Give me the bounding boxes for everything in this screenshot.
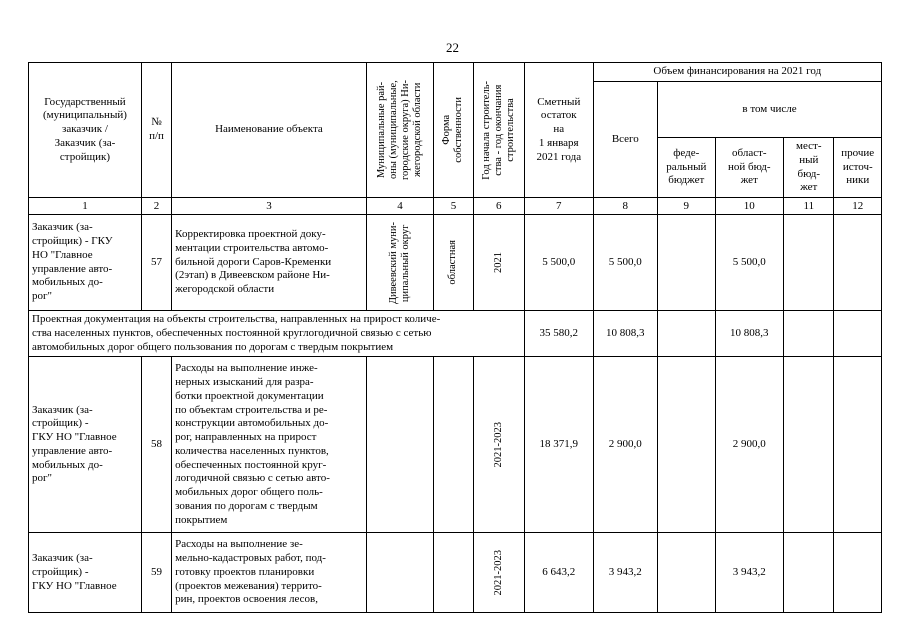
local-cell	[784, 533, 834, 613]
header-customer: Государственный (муниципальный) заказчик / Заказчик (за- стройщик)	[29, 63, 142, 198]
regional-cell: 5 500,0	[715, 215, 784, 311]
header-years	[473, 63, 524, 198]
ownership-cell	[434, 357, 473, 533]
object-name-cell: Расходы на выполнение зе- мельно-кадастровых работ, под- готовку проектов планировки (проектов межевания) террито- рин, проектов освоения лесов,	[172, 533, 367, 613]
other-cell	[834, 311, 882, 357]
customer-cell: Заказчик (за- стройщик) - ГКУ НО "Главное	[29, 533, 142, 613]
years-text: 2021-2023	[492, 550, 504, 596]
column-number: 9	[658, 198, 715, 215]
header-municipal	[366, 63, 434, 198]
column-number: 3	[172, 198, 367, 215]
header-total: Всего	[593, 81, 658, 197]
regional-cell: 3 943,2	[715, 533, 784, 613]
total-cell: 2 900,0	[593, 357, 658, 533]
row-number-cell: 58	[141, 357, 171, 533]
header-regional: област- ной бюд- жет	[715, 138, 784, 198]
column-number: 12	[834, 198, 882, 215]
municipal-cell	[366, 357, 434, 533]
federal-cell	[658, 533, 715, 613]
header-object-name: Наименование объекта	[172, 63, 367, 198]
municipal-cell	[366, 533, 434, 613]
years-cell	[473, 357, 524, 533]
local-cell	[784, 311, 834, 357]
estimate-cell: 18 371,9	[525, 357, 594, 533]
page-number: 22	[446, 40, 459, 55]
customer-cell: Заказчик (за- стройщик) - ГКУ НО "Главное управление авто- мобильных до- рог"	[29, 215, 142, 311]
header-ownership	[434, 63, 473, 198]
total-cell: 10 808,3	[593, 311, 658, 357]
ownership-cell	[434, 215, 473, 311]
regional-cell: 2 900,0	[715, 357, 784, 533]
object-name-cell: Корректировка проектной доку- ментации строительства автомо- бильной дороги Саров-Кременки (2этап) в Дивеевском районе Ни- жегородской области	[172, 215, 367, 311]
column-number: 10	[715, 198, 784, 215]
estimate-cell: 35 580,2	[525, 311, 594, 357]
ownership-cell	[434, 533, 473, 613]
federal-cell	[658, 215, 715, 311]
local-cell	[784, 215, 834, 311]
total-cell: 5 500,0	[593, 215, 658, 311]
header-including: в том числе	[658, 81, 882, 137]
column-number: 7	[525, 198, 594, 215]
years-cell	[473, 215, 524, 311]
other-cell	[834, 357, 882, 533]
header-estimate: Сметный остаток на 1 января 2021 года	[525, 63, 594, 198]
column-number-row	[29, 198, 882, 215]
estimate-cell: 5 500,0	[525, 215, 594, 311]
table-row	[29, 533, 882, 613]
federal-cell	[658, 311, 715, 357]
customer-cell: Заказчик (за- стройщик) - ГКУ НО "Главное управление авто- мобильных до- рог"	[29, 357, 142, 533]
ownership-text: областная	[447, 240, 459, 285]
column-number: 5	[434, 198, 473, 215]
header-other: прочие источ- ники	[834, 138, 882, 198]
section-title-cell: Проектная документация на объекты строительства, направленных на прирост количе- ства населенных пунктов, обеспеченных постоянной круглогодичной связью с сетью автомобильных дорог общего пользования по дорогам с твердым покрытием	[29, 311, 525, 357]
column-number: 2	[141, 198, 171, 215]
header-number: № п/п	[141, 63, 171, 198]
header-municipal-text: Муниципальные рай- оны (муниципальные, городские округа) Ни- жегородской области	[375, 79, 424, 180]
column-number: 4	[366, 198, 434, 215]
local-cell	[784, 357, 834, 533]
federal-cell	[658, 357, 715, 533]
column-number: 6	[473, 198, 524, 215]
column-number: 11	[784, 198, 834, 215]
municipal-cell	[366, 215, 434, 311]
other-cell	[834, 215, 882, 311]
column-number: 1	[29, 198, 142, 215]
row-number-cell: 57	[141, 215, 171, 311]
years-text: 2021-2023	[492, 422, 504, 468]
header-years-text: Год начала строитель- ства - год окончания строительства	[480, 80, 516, 180]
header-funding: Объем финансирования на 2021 год	[593, 63, 881, 82]
row-number-cell: 59	[141, 533, 171, 613]
other-cell	[834, 533, 882, 613]
municipal-text: Дивеевский муни- ципальный округ	[387, 221, 411, 304]
financing-table	[28, 62, 882, 613]
table-row	[29, 215, 882, 311]
section-row	[29, 311, 882, 357]
header-local: мест- ный бюд- жет	[784, 138, 834, 198]
header-ownership-text: Форма собственности	[441, 97, 465, 163]
column-number: 8	[593, 198, 658, 215]
regional-cell: 10 808,3	[715, 311, 784, 357]
object-name-cell: Расходы на выполнение инже- нерных изысканий для разра- ботки проектной документации по объектам строительства и ре- конструкции автомобильных до- рог, направленных на прирост количества населенных пунктов, обеспеченных постоянной круг- логодичной связью с сетью авто- мобильных дорог общего поль- зования по дорогам с твердым покрытием	[172, 357, 367, 533]
years-cell	[473, 533, 524, 613]
table-row	[29, 357, 882, 533]
estimate-cell: 6 643,2	[525, 533, 594, 613]
years-text: 2021	[492, 252, 504, 274]
header-federal: феде- ральный бюджет	[658, 138, 715, 198]
total-cell: 3 943,2	[593, 533, 658, 613]
